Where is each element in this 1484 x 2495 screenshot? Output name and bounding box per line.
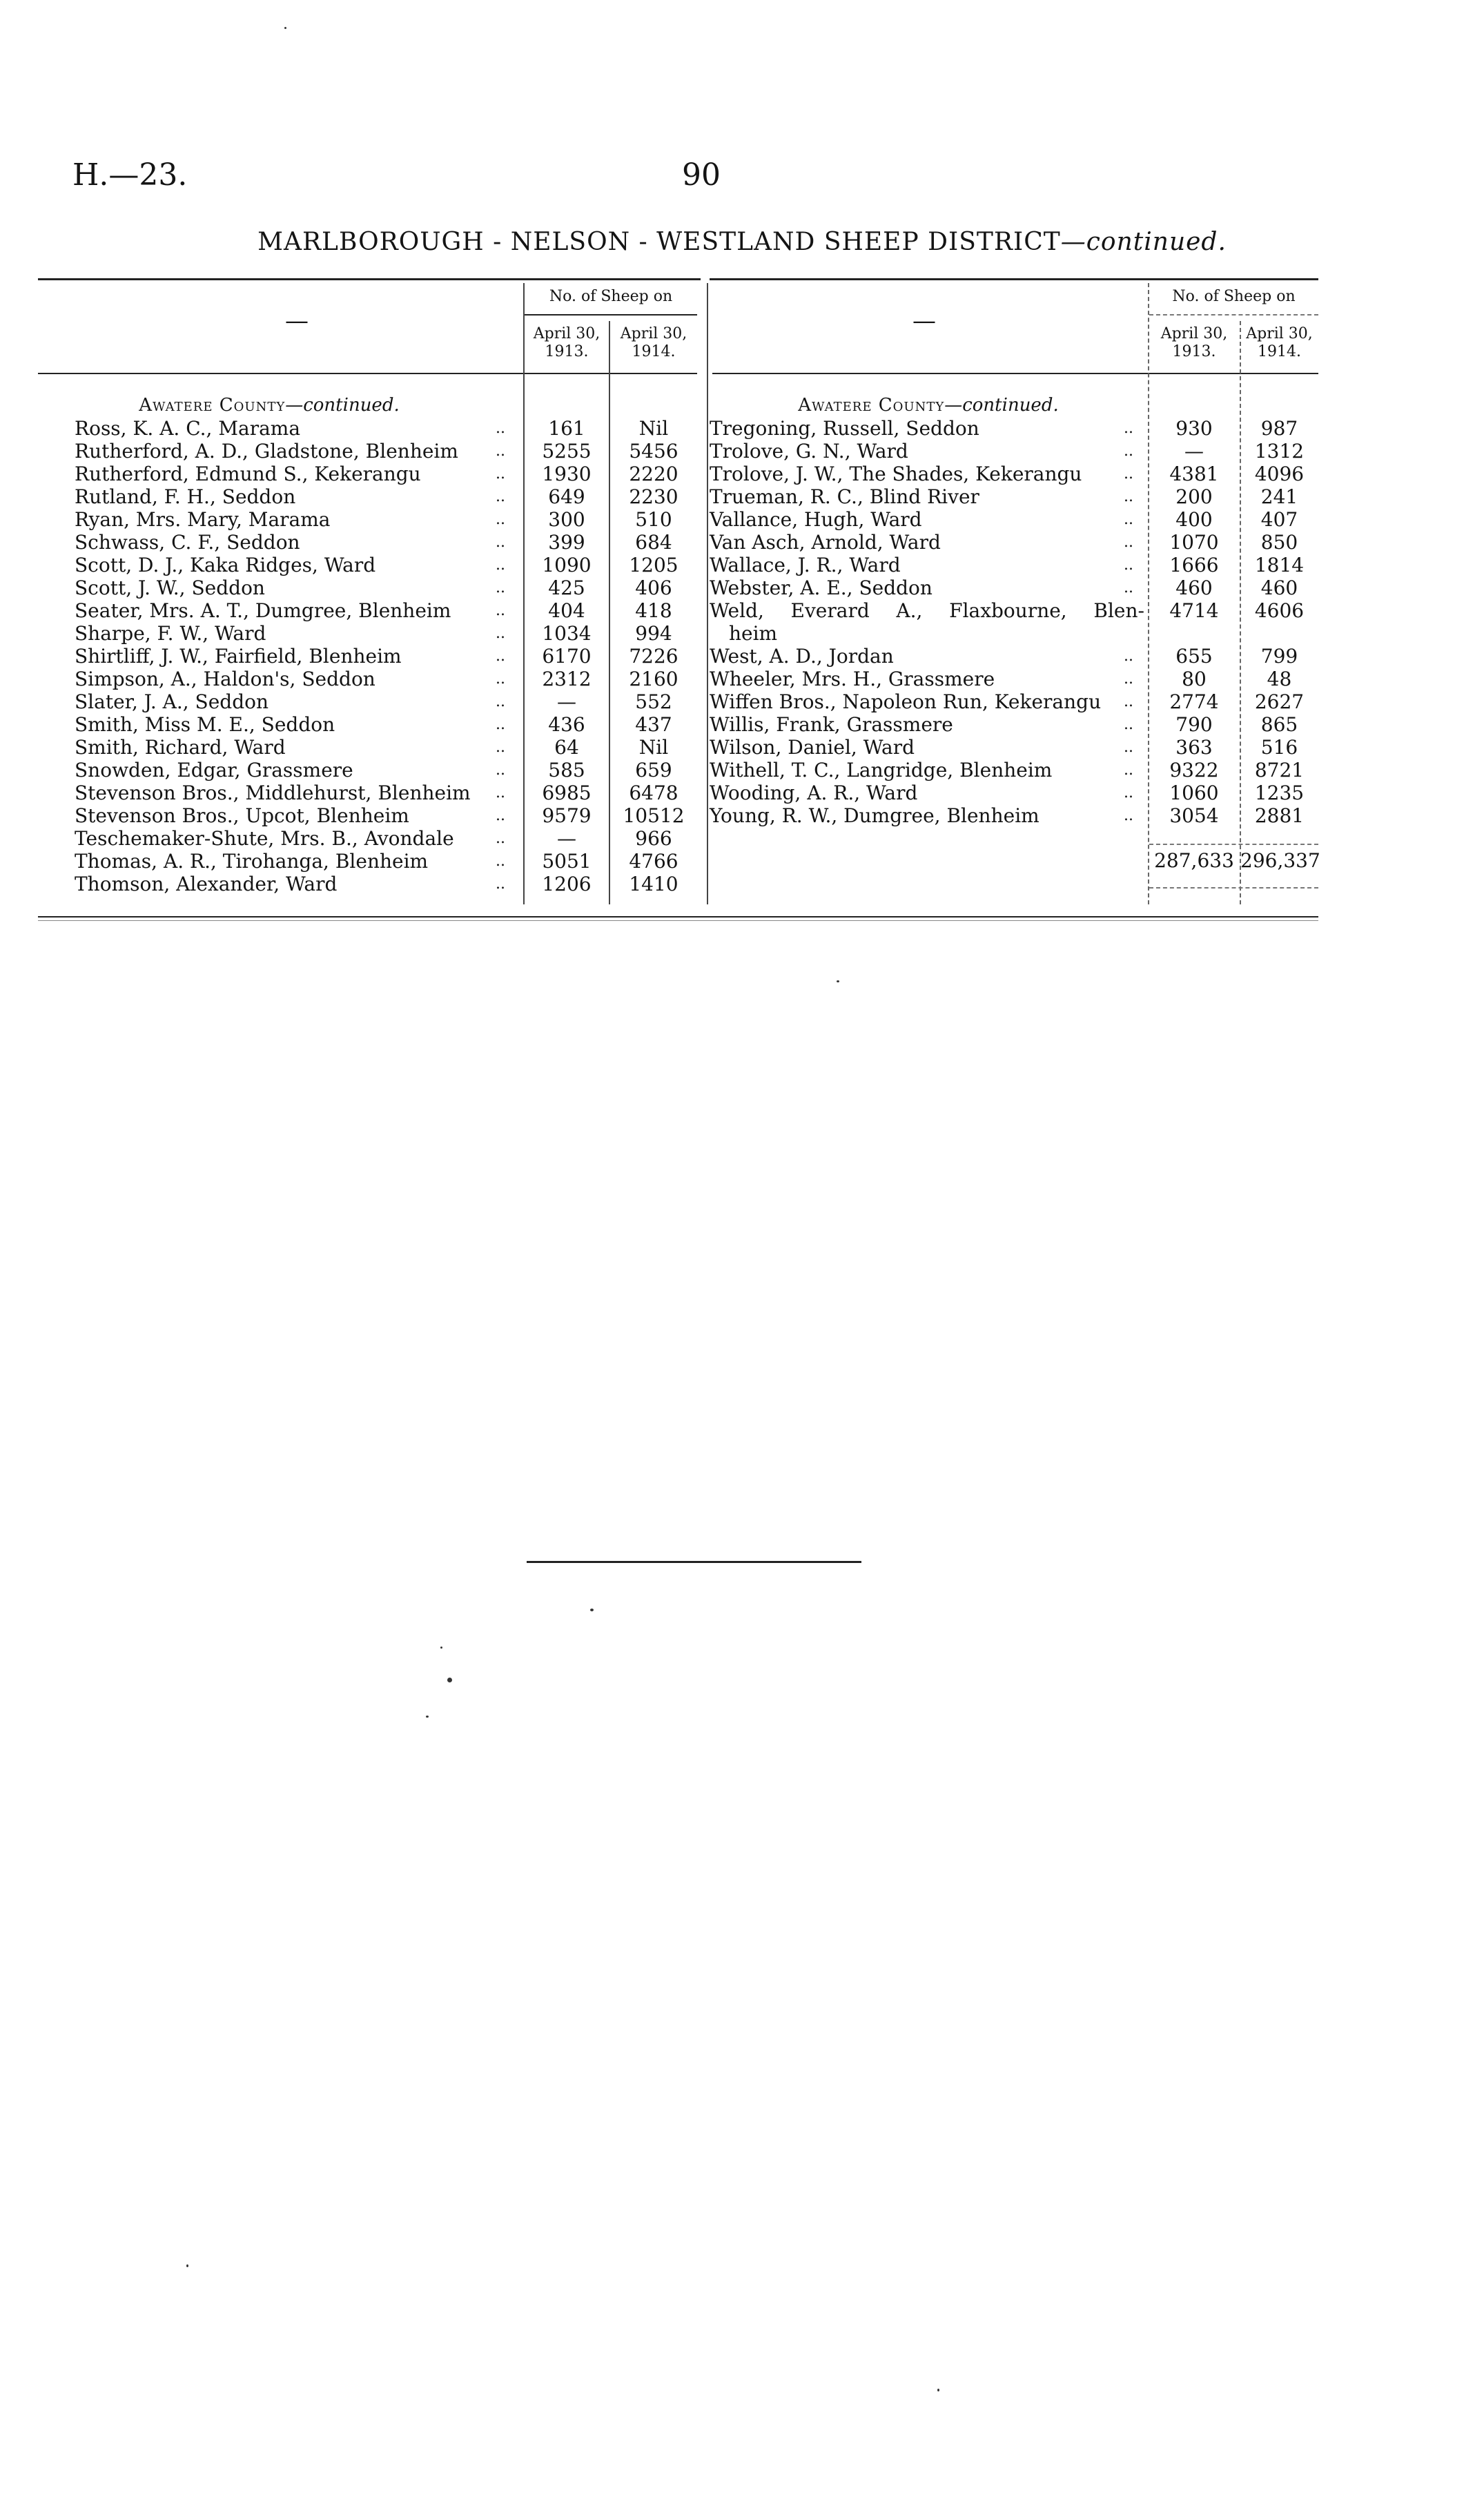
sheep-count-1913: 930 bbox=[1175, 417, 1213, 440]
sheep-count-1913: 790 bbox=[1175, 713, 1213, 736]
sheep-count-1914: 966 bbox=[635, 827, 672, 850]
sheep-count-1913: 2774 bbox=[1169, 690, 1219, 713]
owner-name: Rutherford, Edmund S., Kekerangu bbox=[75, 463, 421, 485]
sheep-count-1914: 2881 bbox=[1254, 804, 1305, 827]
owner-name: Wooding, A. R., Ward bbox=[710, 781, 918, 804]
owner-name: Vallance, Hugh, Ward bbox=[710, 508, 922, 531]
scan-speck bbox=[937, 2389, 939, 2391]
owner-name: Ross, K. A. C., Marama bbox=[75, 417, 301, 440]
leader-dots: .. bbox=[496, 443, 505, 460]
owner-name: Seater, Mrs. A. T., Dumgree, Blenheim bbox=[75, 599, 451, 622]
sheep-count-1914: 2230 bbox=[629, 485, 678, 508]
leader-dots: .. bbox=[496, 420, 505, 437]
table-bottom-rule-2 bbox=[38, 920, 1318, 921]
table-bottom-rule bbox=[38, 916, 1318, 918]
sheep-count-1914: 659 bbox=[635, 759, 672, 781]
sheep-count-1914: 850 bbox=[1260, 531, 1298, 554]
leader-dots: .. bbox=[496, 534, 505, 551]
sheep-count-1913: 3054 bbox=[1169, 804, 1219, 827]
owner-name: Withell, T. C., Langridge, Blenheim bbox=[710, 759, 1053, 781]
sheep-count-1914: 418 bbox=[635, 599, 672, 622]
sheep-count-1913: — bbox=[557, 827, 576, 850]
left-col-1914-header bbox=[610, 325, 697, 361]
sheep-count-1913: 5051 bbox=[542, 850, 592, 873]
sheep-count-1913: 4714 bbox=[1169, 599, 1219, 622]
right-header-bottom-rule bbox=[712, 373, 1318, 374]
sheep-count-1913: — bbox=[557, 690, 576, 713]
leader-dots: .. bbox=[1124, 443, 1133, 460]
owner-name: Wiffen Bros., Napoleon Run, Kekerangu bbox=[710, 690, 1102, 713]
owner-name: Young, R. W., Dumgree, Blenheim bbox=[710, 804, 1039, 827]
leader-dots: .. bbox=[496, 739, 505, 756]
owner-name: Snowden, Edgar, Grassmere bbox=[75, 759, 353, 781]
right-group-rule bbox=[1149, 314, 1318, 315]
owner-name: Ryan, Mrs. Mary, Marama bbox=[75, 508, 331, 531]
leader-dots: .. bbox=[496, 556, 505, 574]
table-top-rule-left bbox=[38, 278, 701, 280]
sheep-count-1913: 6170 bbox=[542, 645, 592, 668]
scan-speck bbox=[590, 1609, 594, 1611]
right-col-1914-line1: April 30, bbox=[1246, 325, 1313, 342]
sheep-count-1913: 4381 bbox=[1169, 463, 1219, 485]
sheep-count-1913: 1666 bbox=[1169, 554, 1219, 576]
owner-name: Wheeler, Mrs. H., Grassmere bbox=[710, 668, 995, 690]
owner-name: Van Asch, Arnold, Ward bbox=[710, 531, 941, 554]
sheep-count-1913: 1034 bbox=[542, 622, 592, 645]
sheep-count-1914: Nil bbox=[638, 417, 669, 440]
sheep-count-1913: 400 bbox=[1175, 508, 1213, 531]
sheep-count-1914: 994 bbox=[635, 622, 672, 645]
sheep-count-1914: 799 bbox=[1260, 645, 1298, 668]
table-row bbox=[0, 440, 1484, 463]
leader-dots: .. bbox=[496, 648, 505, 665]
leader-dots: .. bbox=[1124, 716, 1133, 733]
sheep-count-1913: 161 bbox=[548, 417, 585, 440]
sheep-count-1913: 9322 bbox=[1169, 759, 1219, 781]
sheep-count-1914: 1814 bbox=[1254, 554, 1305, 576]
sheep-count-1914: 2220 bbox=[629, 463, 678, 485]
leader-dots: .. bbox=[496, 693, 505, 710]
owner-name: Scott, J. W., Seddon bbox=[75, 576, 265, 599]
owner-name: Wallace, J. R., Ward bbox=[710, 554, 901, 576]
leader-dots: .. bbox=[496, 761, 505, 779]
scan-speck bbox=[440, 1647, 442, 1649]
sheep-count-1913: 1930 bbox=[542, 463, 592, 485]
owner-name: Stevenson Bros., Middlehurst, Blenheim bbox=[75, 781, 471, 804]
sheep-count-1913: — bbox=[1184, 440, 1204, 463]
sheep-count-1913: 300 bbox=[548, 508, 585, 531]
sheep-count-1914: 48 bbox=[1267, 668, 1292, 690]
left-col-1913-line2: 1913. bbox=[545, 343, 589, 360]
leader-dots: .. bbox=[496, 579, 505, 596]
leader-dots: .. bbox=[1124, 511, 1133, 528]
leader-dots: .. bbox=[1124, 556, 1133, 574]
owner-name: Thomas, A. R., Tirohanga, Blenheim bbox=[75, 850, 429, 873]
table-row bbox=[0, 873, 1484, 895]
right-col-1913-line2: 1913. bbox=[1172, 343, 1216, 360]
leader-dots: .. bbox=[496, 602, 505, 619]
sheep-count-1913: 1090 bbox=[542, 554, 592, 576]
left-group-header: No. of Sheep on bbox=[549, 288, 673, 305]
owner-name: Thomson, Alexander, Ward bbox=[75, 873, 338, 895]
owner-name: Sharpe, F. W., Ward bbox=[75, 622, 266, 645]
leader-dots: .. bbox=[496, 830, 505, 847]
page-title bbox=[0, 228, 1484, 256]
owner-name: Scott, D. J., Kaka Ridges, Ward bbox=[75, 554, 376, 576]
owner-name: Simpson, A., Haldon's, Seddon bbox=[75, 668, 375, 690]
sheep-count-1914: 407 bbox=[1260, 508, 1298, 531]
sheep-count-1914: 2160 bbox=[629, 668, 678, 690]
end-of-section-rule bbox=[527, 1561, 861, 1563]
sheep-count-1914: 552 bbox=[635, 690, 672, 713]
owner-name: Smith, Miss M. E., Seddon bbox=[75, 713, 335, 736]
sheep-count-1913: 200 bbox=[1175, 485, 1213, 508]
table-row bbox=[0, 736, 1484, 759]
owner-name: Willis, Frank, Grassmere bbox=[710, 713, 953, 736]
sheep-count-1913: 1070 bbox=[1169, 531, 1219, 554]
leader-dots: .. bbox=[496, 853, 505, 870]
total-1914: 296,337 bbox=[1240, 849, 1320, 872]
leader-dots: .. bbox=[496, 716, 505, 733]
sheep-count-1914: 5456 bbox=[629, 440, 678, 463]
leader-dots: .. bbox=[1124, 465, 1133, 483]
sheep-count-1914: 4766 bbox=[629, 850, 678, 873]
leader-dots: .. bbox=[1124, 807, 1133, 824]
total-rule-top bbox=[1149, 844, 1318, 845]
leader-dots: .. bbox=[1124, 784, 1133, 802]
left-col-1914-line1: April 30, bbox=[620, 325, 687, 342]
table-row bbox=[0, 463, 1484, 485]
owner-name: Stevenson Bros., Upcot, Blenheim bbox=[75, 804, 409, 827]
left-col-1913-line1: April 30, bbox=[533, 325, 601, 342]
sheep-count-1914: 987 bbox=[1260, 417, 1298, 440]
leader-dots: .. bbox=[1124, 488, 1133, 505]
sheep-count-1913: 1206 bbox=[542, 873, 592, 895]
total-row bbox=[0, 849, 1484, 872]
right-county-label: Awatere County bbox=[798, 395, 945, 416]
leader-dots: .. bbox=[496, 670, 505, 688]
sheep-count-1913: 399 bbox=[548, 531, 585, 554]
table-row bbox=[0, 759, 1484, 781]
sheep-count-1913: 64 bbox=[554, 736, 579, 759]
sheep-count-1914: 4096 bbox=[1254, 463, 1305, 485]
table-row bbox=[0, 690, 1484, 713]
sheep-count-1914: 6478 bbox=[629, 781, 678, 804]
leader-dots: .. bbox=[496, 807, 505, 824]
leader-dots: .. bbox=[496, 465, 505, 483]
sheep-count-1913: 436 bbox=[548, 713, 585, 736]
leader-dots: .. bbox=[1124, 648, 1133, 665]
sheep-count-1913: 1060 bbox=[1169, 781, 1219, 804]
owner-name: Shirtliff, J. W., Fairfield, Blenheim bbox=[75, 645, 402, 668]
leader-dots: .. bbox=[1124, 579, 1133, 596]
total-rule-bottom bbox=[1149, 887, 1318, 889]
sheep-count-1914: 1410 bbox=[629, 873, 678, 895]
leader-dots: .. bbox=[496, 511, 505, 528]
scan-speck bbox=[284, 27, 286, 29]
left-county-suffix: —continued. bbox=[285, 395, 400, 416]
owner-name: Smith, Richard, Ward bbox=[75, 736, 286, 759]
sheep-count-1914: 241 bbox=[1260, 485, 1298, 508]
owner-name: Wilson, Daniel, Ward bbox=[710, 736, 915, 759]
table-row bbox=[0, 531, 1484, 554]
table-row bbox=[0, 554, 1484, 576]
sheep-count-1914: 460 bbox=[1260, 576, 1298, 599]
owner-name: West, A. D., Jordan bbox=[710, 645, 894, 668]
table-row bbox=[0, 508, 1484, 531]
owner-name: Weld, Everard A., Flaxbourne, Blen- bbox=[710, 599, 1144, 622]
right-county-suffix: —continued. bbox=[944, 395, 1059, 416]
owner-name: Trolove, J. W., The Shades, Kekerangu bbox=[710, 463, 1082, 485]
owner-name: Trolove, G. N., Ward bbox=[710, 440, 908, 463]
sheep-count-1914: 516 bbox=[1260, 736, 1298, 759]
sheep-count-1914: 510 bbox=[635, 508, 672, 531]
total-1913: 287,633 bbox=[1154, 849, 1234, 872]
left-county-label: Awatere County bbox=[139, 395, 286, 416]
sheep-count-1914: 4606 bbox=[1254, 599, 1305, 622]
document-reference: H.—23. bbox=[72, 157, 188, 193]
page-title-text: MARLBOROUGH - NELSON - WESTLAND SHEEP DISTRICT bbox=[257, 228, 1061, 256]
sheep-count-1914: 406 bbox=[635, 576, 672, 599]
sheep-count-1913: 649 bbox=[548, 485, 585, 508]
owner-name: Tregoning, Russell, Seddon bbox=[710, 417, 979, 440]
table-row bbox=[0, 417, 1484, 440]
sheep-count-1914: 1235 bbox=[1254, 781, 1305, 804]
sheep-count-1913: 425 bbox=[548, 576, 585, 599]
scan-speck bbox=[186, 2264, 188, 2267]
table-row bbox=[0, 713, 1484, 736]
table-row bbox=[0, 827, 1484, 850]
sheep-count-1913: 6985 bbox=[542, 781, 592, 804]
left-col-1913-header bbox=[525, 325, 609, 361]
sheep-count-1914: 437 bbox=[635, 713, 672, 736]
owner-name: Teschemaker-Shute, Mrs. B., Avondale bbox=[75, 827, 454, 850]
owner-name: Trueman, R. C., Blind River bbox=[710, 485, 979, 508]
owner-name-continuation: heim bbox=[729, 622, 778, 645]
sheep-count-1914: 10512 bbox=[623, 804, 685, 827]
sheep-count-1913: 363 bbox=[1175, 736, 1213, 759]
sheep-count-1913: 9579 bbox=[542, 804, 592, 827]
right-col-1914-header bbox=[1240, 325, 1318, 361]
sheep-count-1914: 865 bbox=[1260, 713, 1298, 736]
sheep-count-1913: 655 bbox=[1175, 645, 1213, 668]
table-row bbox=[0, 576, 1484, 599]
right-group-header: No. of Sheep on bbox=[1172, 288, 1296, 305]
table-row bbox=[0, 645, 1484, 668]
sheep-count-1914: 2627 bbox=[1254, 690, 1305, 713]
leader-dots: .. bbox=[1124, 739, 1133, 756]
sheep-count-1914: 684 bbox=[635, 531, 672, 554]
left-col-1914-line2: 1914. bbox=[632, 343, 676, 360]
owner-name: Slater, J. A., Seddon bbox=[75, 690, 269, 713]
table-row bbox=[0, 599, 1484, 622]
scan-speck bbox=[426, 1716, 429, 1718]
leader-dots: .. bbox=[496, 625, 505, 642]
right-county-subheading bbox=[711, 395, 1146, 416]
right-col-1913-line1: April 30, bbox=[1160, 325, 1228, 342]
sheep-count-1914: Nil bbox=[638, 736, 669, 759]
table-top-rule-right bbox=[710, 278, 1318, 280]
owner-name: Rutherford, A. D., Gladstone, Blenheim bbox=[75, 440, 458, 463]
leader-dots: .. bbox=[1124, 670, 1133, 688]
scan-speck bbox=[837, 980, 839, 982]
leader-dots: .. bbox=[1124, 534, 1133, 551]
right-blank-column-dash: — bbox=[912, 307, 936, 335]
page-title-suffix: —continued. bbox=[1060, 228, 1227, 256]
sheep-count-1914: 1205 bbox=[629, 554, 678, 576]
sheep-count-1913: 80 bbox=[1182, 668, 1207, 690]
sheep-count-1913: 585 bbox=[548, 759, 585, 781]
sheep-count-1913: 5255 bbox=[542, 440, 592, 463]
owner-name: Schwass, C. F., Seddon bbox=[75, 531, 300, 554]
table-row bbox=[0, 804, 1484, 827]
leader-dots: .. bbox=[496, 875, 505, 893]
page-number: 90 bbox=[682, 157, 721, 193]
leader-dots: .. bbox=[496, 784, 505, 802]
right-col-1914-line2: 1914. bbox=[1258, 343, 1301, 360]
sheep-count-1914: 8721 bbox=[1254, 759, 1305, 781]
right-col-1913-header bbox=[1149, 325, 1239, 361]
leader-dots: .. bbox=[1124, 693, 1133, 710]
leader-dots: .. bbox=[1124, 761, 1133, 779]
left-county-subheading bbox=[76, 395, 462, 416]
table-row bbox=[0, 485, 1484, 508]
left-blank-column-dash: — bbox=[285, 307, 309, 335]
owner-name: Rutland, F. H., Seddon bbox=[75, 485, 296, 508]
sheep-count-1914: 7226 bbox=[629, 645, 678, 668]
sheep-count-1913: 404 bbox=[548, 599, 585, 622]
leader-dots: .. bbox=[496, 488, 505, 505]
table-row bbox=[0, 781, 1484, 804]
owner-name: Webster, A. E., Seddon bbox=[710, 576, 933, 599]
left-header-bottom-rule bbox=[38, 373, 697, 374]
scan-speck bbox=[447, 1678, 452, 1682]
sheep-count-1913: 2312 bbox=[542, 668, 592, 690]
table-row bbox=[0, 668, 1484, 690]
sheep-count-1913: 460 bbox=[1175, 576, 1213, 599]
leader-dots: .. bbox=[1124, 420, 1133, 437]
left-group-rule bbox=[525, 314, 697, 315]
sheep-count-1914: 1312 bbox=[1254, 440, 1305, 463]
